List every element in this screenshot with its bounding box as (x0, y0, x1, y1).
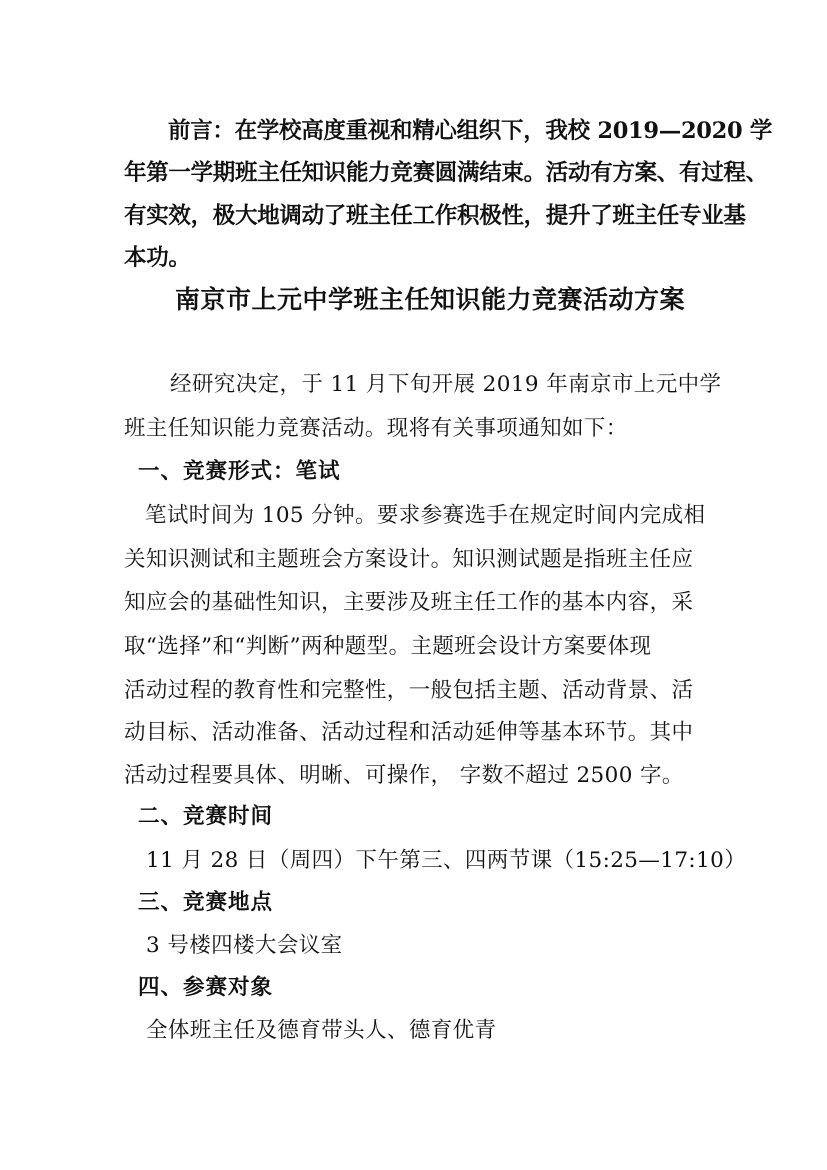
section-format-line: 笔试时间为 105 分钟。要求参赛选手在规定时间内完成相 (145, 503, 706, 528)
section-heading-location: 三、竞赛地点 (138, 890, 274, 915)
section-heading-time: 二、竞赛时间 (138, 804, 274, 829)
foreword-line: 年第一学期班主任知识能力竞赛圆满结束。活动有方案、有过程、 (124, 160, 768, 186)
section-format-line: 知应会的基础性知识，主要涉及班主任工作的基本内容，采 (124, 590, 694, 615)
notice-line: 班主任知识能力竞赛活动。现将有关事项通知如下： (124, 416, 628, 441)
section-format-line: 取“选择”和“判断”两种题型。主题班会设计方案要体现 (124, 634, 652, 659)
section-format-line: 关知识测试和主题班会方案设计。知识测试题是指班主任应 (124, 547, 694, 572)
foreword-line: 本功。 (124, 245, 191, 271)
document-title: 南京市上元中学班主任知识能力竞赛活动方案 (175, 285, 686, 314)
section-participants-text: 全体班主任及德育带头人、德育优青 (146, 1018, 497, 1043)
section-location-text: 3 号楼四楼大会议室 (146, 933, 343, 958)
section-format-line: 活动过程的教育性和完整性，一般包括主题、活动背景、活 (124, 678, 694, 703)
notice-line: 经研究决定，于 11 月下旬开展 2019 年南京市上元中学 (170, 372, 722, 397)
foreword-line: 有实效，极大地调动了班主任工作积极性，提升了班主任专业基 (124, 203, 746, 229)
foreword-line: 前言：在学校高度重视和精心组织下，我校 2019—2020 学 (168, 118, 773, 144)
section-time-text: 11 月 28 日（周四）下午第三、四两节课（15:25—17:10） (146, 848, 747, 873)
section-format-line: 动目标、活动准备、活动过程和活动延伸等基本环节。其中 (124, 720, 694, 745)
section-heading-participants: 四、参赛对象 (138, 975, 274, 1000)
section-heading-format: 一、竞赛形式：笔试 (138, 459, 341, 484)
section-format-line: 活动过程要具体、明晰、可操作， 字数不超过 2500 字。 (124, 763, 684, 788)
